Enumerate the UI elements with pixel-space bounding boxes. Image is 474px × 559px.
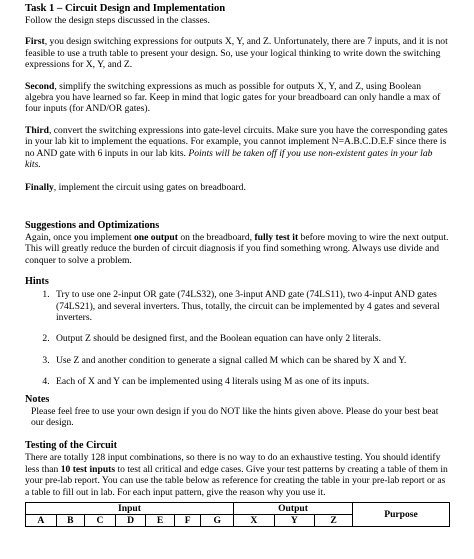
task-title: Task 1 – Circuit Design and Implementation: [25, 3, 226, 14]
step-finally: [25, 182, 450, 193]
step-third-text: , convert the switching expressions into gate-level circuits. Make sure you have the corresponding gates in your lab kit to implement the equations. For example, you cannot implement N=A.B.C.D.E.F since there is no AND gate with 6 inputs in our lab kits.: [25, 124, 448, 159]
testing-title: Testing of the Circuit: [25, 440, 117, 452]
hint-item: 4. Each of X and Y can be implemented using 4 literals using M as one of its inputs.: [52, 376, 450, 387]
testing-bold-1: 10 test inputs: [60, 463, 116, 475]
output-col-header: Z: [315, 514, 353, 526]
output-header: Output: [234, 502, 353, 514]
hint-item: 2. Output Z should be designed first, and the Boolean equation can have only 2 literals.: [52, 333, 450, 344]
hint-item: 1. Try to use one 2-input OR gate (74LS32), one 3-input AND gate (74LS11), two 4-input AND gates (74LS21), and several inverters. Thus, totally, the circuit can be implemented by 4 gates and several inverters.: [52, 289, 450, 323]
suggestions-body: [25, 232, 450, 266]
input-col-header: F: [174, 514, 201, 526]
input-col-header: B: [56, 514, 85, 526]
output-col-header: X: [234, 514, 275, 526]
notes-body: Please feel free to use your own design if you do NOT like the hints given above. Please do your best beat our design.: [31, 405, 439, 428]
notes-title: Notes: [25, 393, 50, 405]
step-first-text: , you design switching expressions for outputs X, Y, and Z. Unfortunately, there are 7 inputs, and it is not feasible to use a truth table to present your design. So, use your logical thinking to write down the switching expressions for X, Y, and Z.: [25, 36, 448, 71]
hint-item: 3. Use Z and another condition to generate a signal called M which can be shared by X and Y.: [52, 355, 450, 366]
purpose-header: Purpose: [353, 502, 450, 526]
hints-title: Hints: [25, 276, 49, 288]
step-second: [25, 81, 450, 115]
testing-text-2: to test all critical and edge cases. Give your test patterns by creating a table of them in your pre-lab report. You can use the table below as reference for creating the table in your pre-lab report or as a table to fill out in lab. For each input pattern, give the reason why you use it.: [25, 463, 448, 498]
task-intro: Follow the design steps discussed in the classes.: [25, 15, 210, 26]
step-second-lead: Second: [25, 80, 55, 92]
step-third-warning: Points will be taken off if you use non-existent gates in your lab kits.: [25, 147, 433, 171]
step-third: [25, 125, 450, 171]
input-col-header: C: [85, 514, 116, 526]
step-first-lead: First: [25, 36, 45, 48]
input-col-header: A: [26, 514, 57, 526]
suggestions-bold-1: one output: [133, 231, 178, 243]
suggestions-text-2: on the breadboard,: [177, 231, 255, 243]
step-first: [25, 36, 450, 70]
output-col-header: Y: [274, 514, 315, 526]
suggestions-text-1: Again, once you implement: [25, 231, 134, 243]
testing-text-1: There are totally 128 input combinations, so there is no way to do an exhaustive testing. You should identify less than: [25, 452, 441, 475]
suggestions-title: Suggestions and Optimizations: [25, 219, 160, 231]
test-table: [25, 502, 450, 527]
testing-body: [25, 452, 450, 498]
input-col-header: G: [201, 514, 234, 526]
input-col-header: D: [115, 514, 146, 526]
step-finally-text: , implement the circuit using gates on breadboard.: [53, 182, 246, 194]
step-finally-lead: Finally: [25, 182, 54, 194]
suggestions-text-3: before moving to wire the next output. This will greatly reduce the burden of circuit diagnosis if you find something wrong. Always use divide and conquer to solve a problem.: [25, 231, 449, 266]
step-third-lead: Third: [25, 124, 49, 136]
hints-list: [25, 289, 450, 387]
suggestions-bold-2: fully test it: [254, 231, 299, 243]
input-header: Input: [26, 502, 234, 514]
step-second-text: , simplify the switching expressions as much as possible for outputs X, Y, and Z, using Boolean algebra you have learned so far. Keep in mind that logic gates for your breadboard can only handle a max of four inputs (for AND/OR gates).: [25, 80, 441, 115]
input-col-header: E: [146, 514, 175, 526]
